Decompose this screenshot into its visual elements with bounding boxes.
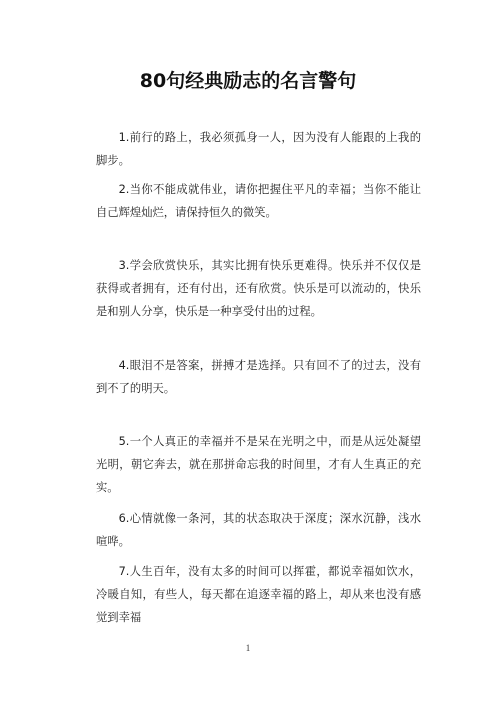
quote-paragraph: 3.学会欣赏快乐，其实比拥有快乐更难得。快乐并不仅仅是获得或者拥有，还有付出，还有欣赏。快乐是可以流动的，快乐是和别人分享，快乐是一种享受付出的过程。 [96,259,421,318]
quote-paragraph: 2.当你不能成就伟业，请你把握住平凡的幸福；当你不能让自己辉煌灿烂，请保持恒久的微笑。 [96,183,421,219]
quote-paragraph: 1.前行的路上，我必须孤身一人，因为没有人能跟的上我的脚步。 [96,131,421,167]
quote-paragraph: 4.眼泪不是答案，拼搏才是选择。只有回不了的过去，没有到不了的明天。 [96,359,421,395]
page-number: 1 [245,643,251,653]
document-title: 80句经典励志的名言警句 [139,70,357,92]
quote-paragraph: 7.人生百年，没有太多的时间可以挥霍，都说幸福如饮水，冷暖自知，有些人，每天都在追逐幸福的路上，却从来也没有感觉到幸福 [96,565,421,624]
quote-paragraph: 5.一个人真正的幸福并不是呆在光明之中，而是从远处凝望光明，朝它奔去，就在那拼命忘我的时间里，才有人生真正的充实。 [96,435,421,494]
quote-paragraph: 6.心情就像一条河，其的状态取决于深度；深水沉静，浅水喧哗。 [96,512,421,548]
